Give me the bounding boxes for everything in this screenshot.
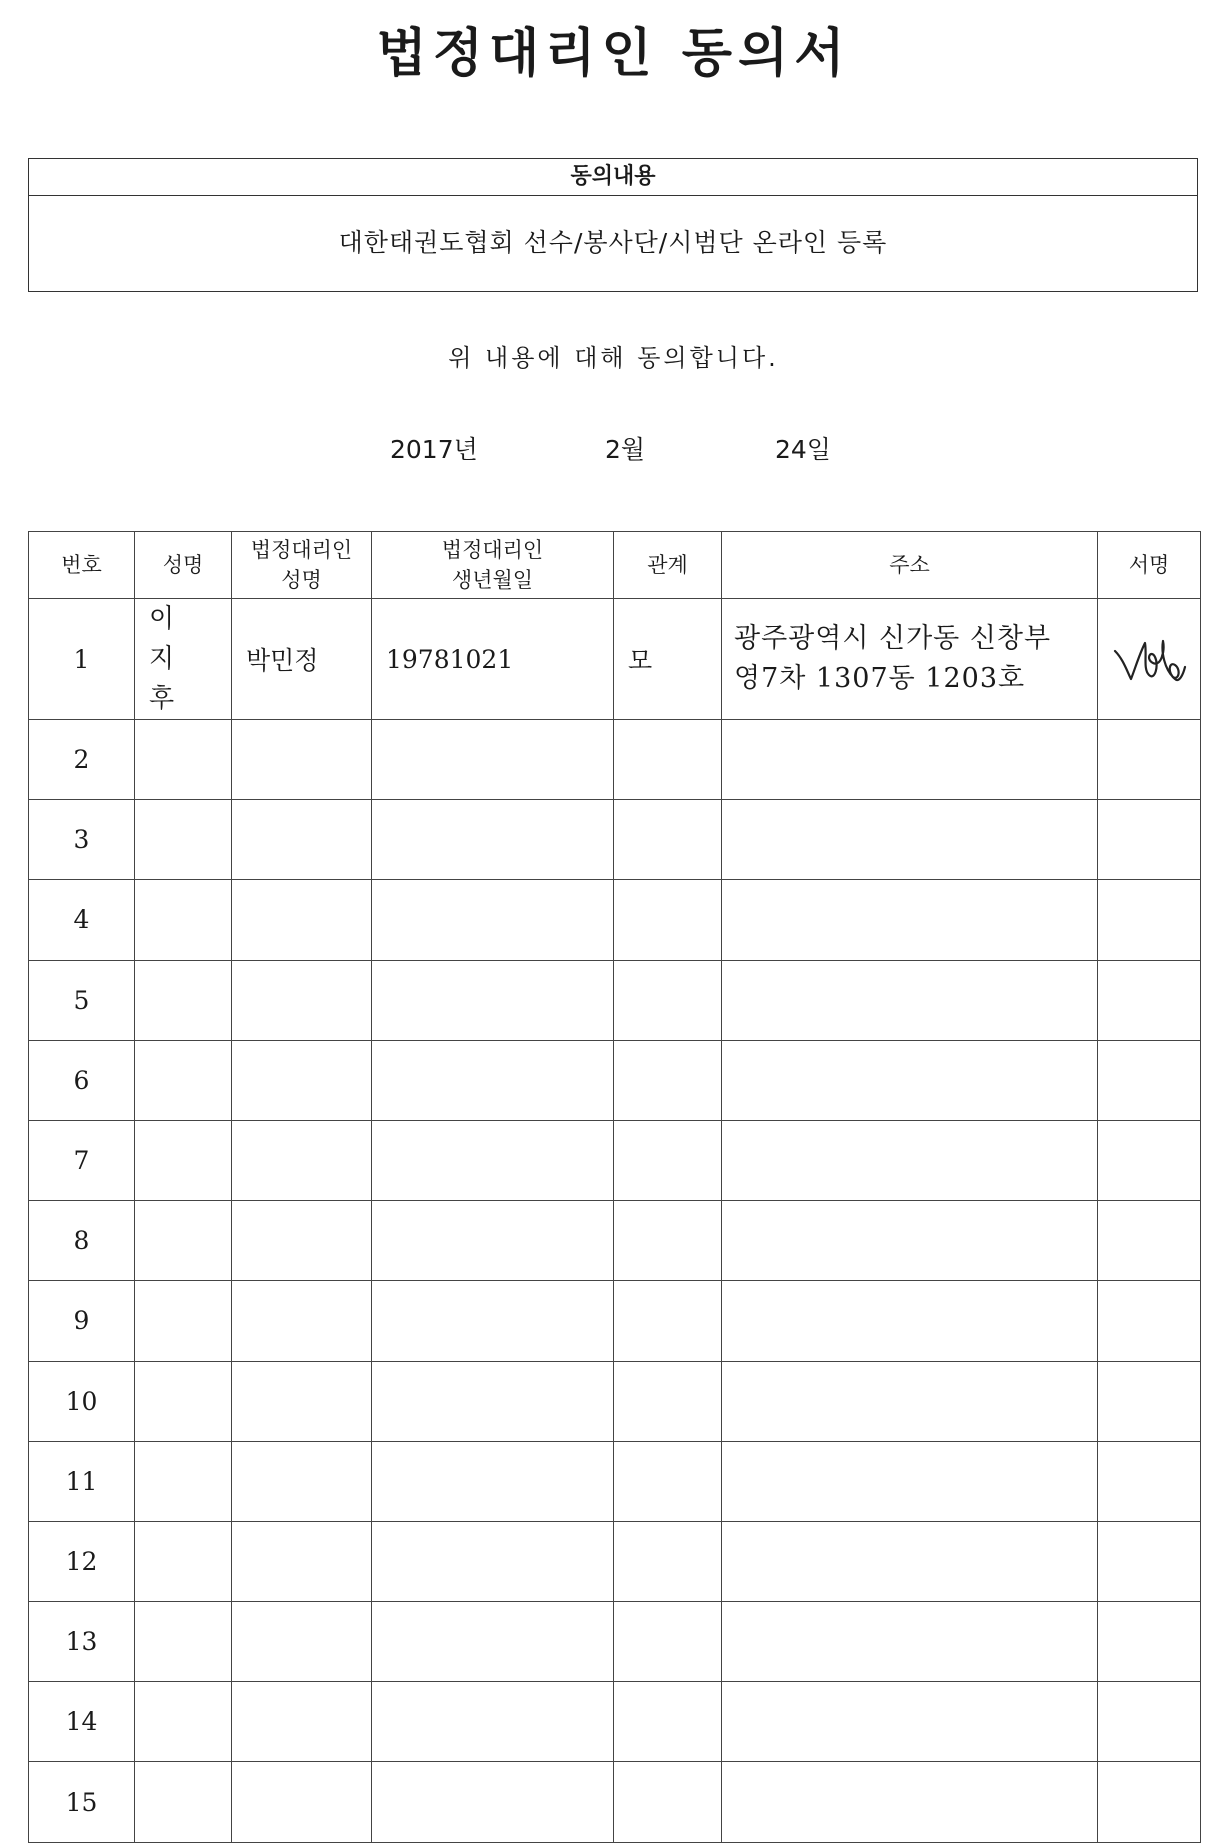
table-row [29, 720, 1201, 800]
relation-cell [614, 1762, 722, 1842]
student-name-line1: 이 지 [149, 604, 189, 674]
table-header-row [29, 532, 1201, 599]
guardian-birth-cell [372, 720, 614, 800]
student-name-cell [135, 1361, 232, 1441]
date-year: 2017년 [390, 435, 478, 464]
guardian-name-cell [232, 880, 372, 960]
signature-cell [1098, 599, 1201, 720]
row-number-cell: 9 [29, 1281, 135, 1361]
address-cell [722, 800, 1098, 880]
student-name-cell [135, 1120, 232, 1200]
relation-cell [614, 1120, 722, 1200]
guardian-name-cell [232, 800, 372, 880]
guardian-name-cell [232, 1602, 372, 1682]
relation-cell [614, 960, 722, 1040]
address-cell [722, 1281, 1098, 1361]
address-cell [722, 1682, 1098, 1762]
row-number-cell: 7 [29, 1120, 135, 1200]
header-address: 주소 [722, 532, 1098, 599]
table-row [29, 1682, 1201, 1762]
header-guardian-birth-line2: 생년월일 [451, 568, 534, 592]
guardian-birth-cell [372, 800, 614, 880]
date-day: 24일 [775, 435, 831, 464]
consent-content: 대한태권도협회 선수/봉사단/시범단 온라인 등록 [338, 228, 888, 257]
row-number-cell: 12 [29, 1521, 135, 1601]
guardian-birth-cell [372, 1281, 614, 1361]
row-number-cell: 2 [29, 720, 135, 800]
guardian-name-cell: 박민정 [232, 599, 372, 720]
address-cell [722, 880, 1098, 960]
signature-cell [1098, 1521, 1201, 1601]
signature-cell [1098, 1682, 1201, 1762]
table-row [29, 1521, 1201, 1601]
guardian-name-cell [232, 1441, 372, 1521]
table-row [29, 1361, 1201, 1441]
relation-cell [614, 1682, 722, 1762]
signature-cell [1098, 1040, 1201, 1120]
table-row [29, 1602, 1201, 1682]
guardian-table [28, 531, 1201, 1843]
row-number-cell: 10 [29, 1361, 135, 1441]
guardian-name-cell [232, 960, 372, 1040]
row-number-cell: 8 [29, 1201, 135, 1281]
relation-cell [614, 1201, 722, 1281]
guardian-birth-cell [372, 960, 614, 1040]
header-name: 성명 [135, 532, 232, 599]
guardian-name-cell [232, 1040, 372, 1120]
signature-cell [1098, 1120, 1201, 1200]
guardian-name-cell [232, 1201, 372, 1281]
header-guardian-name [232, 532, 372, 599]
table-row [29, 800, 1201, 880]
signature-cell [1098, 1602, 1201, 1682]
student-name-cell [135, 800, 232, 880]
student-name-line2: 후 [149, 684, 189, 714]
signature-cell [1098, 800, 1201, 880]
document-title: 법정대리인 동의서 [376, 24, 851, 84]
address-cell [722, 1521, 1098, 1601]
signature-cell [1098, 720, 1201, 800]
guardian-name-cell [232, 1120, 372, 1200]
table-row [29, 599, 1201, 720]
guardian-birth-cell [372, 1120, 614, 1200]
student-name-cell [135, 1682, 232, 1762]
guardian-name-cell [232, 1762, 372, 1842]
consent-header: 동의내용 [29, 159, 1197, 196]
row-number-cell: 4 [29, 880, 135, 960]
row-number-cell: 5 [29, 960, 135, 1040]
row-number-cell: 6 [29, 1040, 135, 1120]
guardian-birth-cell [372, 880, 614, 960]
guardian-name-cell [232, 1361, 372, 1441]
relation-cell [614, 1521, 722, 1601]
student-name-cell [135, 1281, 232, 1361]
address-cell [722, 1361, 1098, 1441]
relation-cell [614, 880, 722, 960]
address-line2: 영7차 1307동 1203호 [734, 663, 1026, 694]
header-guardian-name-line2: 성명 [281, 568, 322, 592]
row-number-cell: 13 [29, 1602, 135, 1682]
relation-cell [614, 800, 722, 880]
relation-cell [614, 720, 722, 800]
guardian-birth-cell [372, 1602, 614, 1682]
signature-scribble-icon [1109, 629, 1189, 689]
agreement-statement: 위 내용에 대해 동의합니다. [448, 344, 779, 372]
relation-cell [614, 1361, 722, 1441]
header-no: 번호 [29, 532, 135, 599]
student-name-cell [135, 1762, 232, 1842]
signature-cell [1098, 1361, 1201, 1441]
header-guardian-birth [372, 532, 614, 599]
table-row [29, 1040, 1201, 1120]
relation-cell [614, 1040, 722, 1120]
guardian-name-cell [232, 1682, 372, 1762]
table-row [29, 1281, 1201, 1361]
guardian-birth-cell [372, 1361, 614, 1441]
student-name-cell [135, 1602, 232, 1682]
table-row [29, 1441, 1201, 1521]
table-row [29, 1201, 1201, 1281]
address-cell [722, 1602, 1098, 1682]
guardian-birth-cell: 19781021 [372, 599, 614, 720]
address-line1: 광주광역시 신가동 신창부 [734, 623, 1052, 654]
student-name-cell [135, 960, 232, 1040]
row-number-cell: 15 [29, 1762, 135, 1842]
student-name-cell [135, 1521, 232, 1601]
signature-cell [1098, 1441, 1201, 1521]
student-name-cell [135, 1040, 232, 1120]
student-name-cell [135, 1441, 232, 1521]
address-cell [722, 1441, 1098, 1521]
address-cell [722, 599, 1098, 720]
signature-cell [1098, 960, 1201, 1040]
student-name-cell [135, 1201, 232, 1281]
relation-cell: 모 [614, 599, 722, 720]
student-name-cell [135, 599, 232, 720]
row-number-cell: 11 [29, 1441, 135, 1521]
address-cell [722, 1120, 1098, 1200]
row-number-cell: 1 [29, 599, 135, 720]
signature-cell [1098, 1281, 1201, 1361]
guardian-birth-cell [372, 1762, 614, 1842]
guardian-birth-cell [372, 1201, 614, 1281]
guardian-birth-cell [372, 1040, 614, 1120]
row-number-cell: 3 [29, 800, 135, 880]
guardian-name-cell [232, 1521, 372, 1601]
guardian-birth-cell [372, 1682, 614, 1762]
relation-cell [614, 1441, 722, 1521]
consent-box [28, 158, 1198, 292]
date-month: 2월 [605, 435, 646, 464]
header-relation: 관계 [614, 532, 722, 599]
address-cell [722, 1040, 1098, 1120]
table-row [29, 880, 1201, 960]
table-row [29, 960, 1201, 1040]
guardian-birth-cell [372, 1521, 614, 1601]
signature-cell [1098, 1762, 1201, 1842]
address-cell [722, 1762, 1098, 1842]
guardian-name-cell [232, 1281, 372, 1361]
header-signature: 서명 [1098, 532, 1201, 599]
guardian-birth-cell [372, 1441, 614, 1521]
address-cell [722, 1201, 1098, 1281]
relation-cell [614, 1281, 722, 1361]
row-number-cell: 14 [29, 1682, 135, 1762]
address-cell [722, 720, 1098, 800]
relation-cell [614, 1602, 722, 1682]
table-row [29, 1762, 1201, 1842]
student-name-cell [135, 880, 232, 960]
guardian-name-cell [232, 720, 372, 800]
header-guardian-birth-line1: 법정대리인 [441, 538, 544, 562]
signature-cell [1098, 1201, 1201, 1281]
signature-cell [1098, 880, 1201, 960]
address-cell [722, 960, 1098, 1040]
table-row [29, 1120, 1201, 1200]
header-guardian-name-line1: 법정대리인 [250, 538, 353, 562]
student-name-cell [135, 720, 232, 800]
